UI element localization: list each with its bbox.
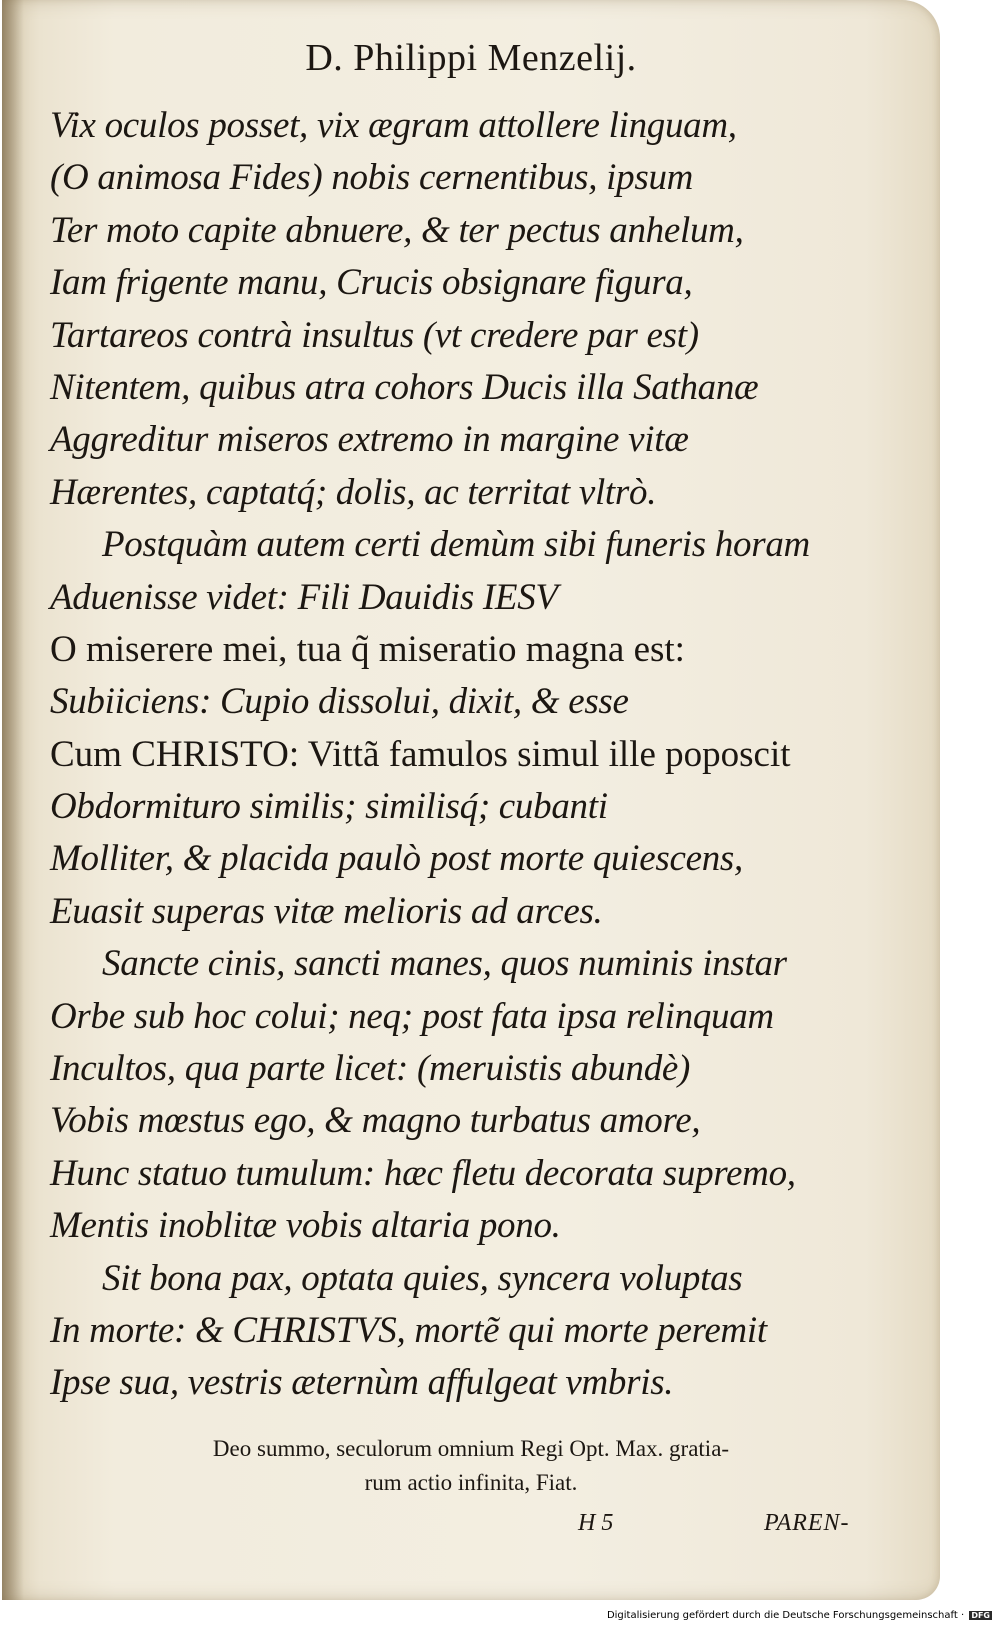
closing-line-1: Deo summo, seculorum omnium Regi Opt. Max. gratia- [212,1436,730,1461]
verse-line: Nitentem, quibus atra cohors Ducis illa Sathanæ [50,366,759,408]
verse-line: Vobis mœstus ego, & magno turbatus amore, [50,1100,701,1142]
verse-line: O miserere mei, tua q̃ miseratio magna est: [50,628,685,670]
verse-line: Euasit superas vitæ melioris ad arces. [50,890,603,932]
dfg-logo: DFG [971,1611,990,1620]
signature-mark: H 5 [578,1510,614,1536]
credit-text: Digitalisierung gefördert durch die Deutsche Forschungsgemeinschaft · [606,1610,965,1621]
verse-line: In morte: & CHRISTVS, mortẽ qui morte peremit [50,1309,767,1351]
verse-line: (O animosa Fides) nobis cernentibus, ipsum [50,157,694,199]
verse-line: Postquàm autem certi demùm sibi funeris horam [102,524,810,566]
catchword: PAREN- [764,1510,850,1536]
verse-line: Mentis inoblitæ vobis altaria pono. [50,1205,561,1247]
verse-line: Obdormituro similis; similisq́; cubanti [50,786,608,828]
verse-line: Molliter, & placida paulò post morte quiescens, [50,838,743,880]
verse-line: Aduenisse videt: Fili Dauidis IESV [50,576,558,618]
verse-line: Hærentes, captatq́; dolis, ac territat vltrò. [50,471,657,513]
verse-line: Ipse sua, vestris æternùm affulgeat vmbris. [50,1362,674,1404]
book-page [2,0,940,1600]
verse-line: Tartareos contrà insultus (vt credere par est) [50,314,699,356]
verse-line: Ter moto capite abnuere, & ter pectus anhelum, [50,209,744,251]
verse-line: Sancte cinis, sancti manes, quos numinis instar [102,943,787,985]
verse-line: Sit bona pax, optata quies, syncera voluptas [102,1257,743,1299]
verse-block [50,100,930,1410]
verse-line: Cum CHRISTO: Vittã famulos simul ille poposcit [50,733,791,775]
closing-line-2: rum actio infinita, Fiat. [364,1470,578,1495]
verse-line: Hunc statuo tumulum: hæc fletu decorata supremo, [50,1152,796,1194]
closing-dedication [2,1432,940,1500]
running-head: D. Philippi Menzelij. [305,37,637,79]
gutter-shadow [2,0,24,1600]
verse-line: Vix oculos posset, vix ægram attollere linguam, [50,105,737,146]
verse-line: Subiiciens: Cupio dissolui, dixit, & esse [50,681,629,723]
verse-line: Aggreditur miseros extremo in margine vitæ [50,419,689,461]
verse-line: Incultos, qua parte licet: (meruistis abundè) [50,1048,691,1090]
digitization-credit [607,1610,992,1621]
verse-line: Iam frigente manu, Crucis obsignare figura, [50,262,693,304]
verse-line: Orbe sub hoc colui; neq; post fata ipsa relinquam [50,995,774,1037]
